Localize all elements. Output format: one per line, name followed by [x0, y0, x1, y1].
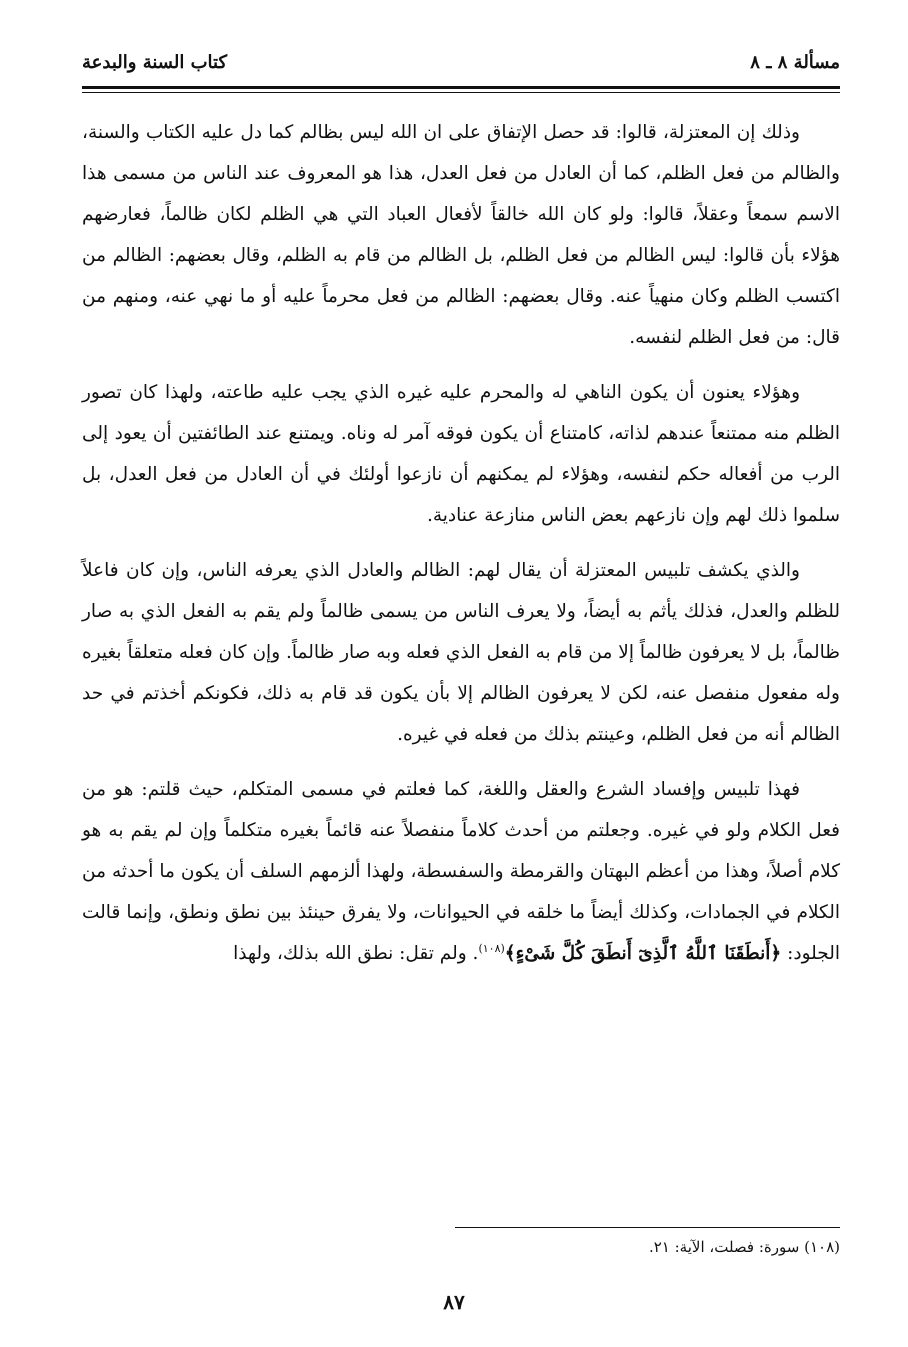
section-label: مسألة ٨ ـ ٨	[750, 52, 840, 73]
quran-verse: ﴿أَنطَقَنَا ٱللَّهُ ٱلَّذِىٓ أَنطَقَ كُلَّ شَىْءٍ﴾	[504, 943, 782, 964]
header-rule-thin	[82, 92, 840, 93]
body-text	[82, 112, 840, 988]
footnote-ref: (١٠٨)	[478, 941, 505, 955]
footnote: (١٠٨) سورة: فصلت، الآية: ٢١.	[648, 1238, 840, 1256]
page-header	[82, 50, 840, 84]
paragraph-1: وذلك إن المعتزلة، قالوا: قد حصل الإتفاق على ان الله ليس بظالم كما دل عليه الكتاب والسنة، والظالم من فعل الظلم، كما أن العادل من فعل العدل، هذا هو المعروف عند الناس من مسمى هذا الاسم سمعاً وعقلاً، قالوا: ولو كان الله خالقاً لأفعال العباد التي هي الظلم لكان ظالماً، فعارضهم هؤلاء بأن قالوا: ليس الظالم من فعل الظلم، بل الظالم من قام به الظلم، وقال بعضهم: الظالم من اكتسب الظلم وكان منهياً عنه. وقال بعضهم: الظالم من فعل محرماً عليه أو ما نهي عنه، ومنهم من قال: من فعل الظلم لنفسه.	[82, 122, 840, 348]
page-number: ٨٧	[443, 1290, 465, 1314]
book-title: كتاب السنة والبدعة	[82, 52, 228, 73]
paragraph-4-text-after: . ولم تقل: نطق الله بذلك، ولهذا	[233, 943, 479, 964]
paragraph-3: والذي يكشف تلبيس المعتزلة أن يقال لهم: الظالم والعادل الذي يعرفه الناس، وإن كان فاعلاً للظلم والعدل، فذلك يأثم به أيضاً، ولا يعرف الناس من يسمى ظالماً ولم يقم به الفعل الذي به صار ظالماً، بل لا يعرفون ظالماً إلا من قام به الفعل الذي فعله وبه صار ظالماً. وإن كان فعله متعلقاً بغيره وله مفعول منفصل عنه، لكن لا يعرفون الظالم إلا بأن يكون قد قام به ذلك، فكونكم أخذتم في حد الظالم أنه من فعل الظلم، وعينتم بذلك من فعله في غيره.	[82, 560, 840, 745]
paragraph-4	[82, 769, 840, 974]
paragraph-2: وهؤلاء يعنون أن يكون الناهي له والمحرم عليه غيره الذي يجب عليه طاعته، ولهذا كان تصور الظلم منه ممتنعاً عندهم لذاته، كامتناع أن يكون فوقه آمر له وناه. ويمتنع عند الطائفتين أن يعود إلى الرب من أفعاله حكم لنفسه، وهؤلاء لم يمكنهم أن نازعوا أولئك في أن العادل من فعل العدل، بل سلموا ذلك لهم وإن نازعهم بعض الناس منازعة عنادية.	[82, 382, 840, 526]
paragraph-4-text-before: فهذا تلبيس وإفساد الشرع والعقل واللغة، كما فعلتم في مسمى المتكلم، حيث قلتم: هو من فعل الكلام ولو في غيره. وجعلتم من أحدث كلاماً منفصلاً عنه قائماً بغيره متكلماً وإن لم يقم به هو كلام أصلاً، وهذا من أعظم البهتان والقرمطة والسفسطة، ولهذا ألزمهم السلف أن يكون ما أحدثه من الكلام في الجمادات، وكذلك أيضاً ما خلقه في الحيوانات، ولا يفرق حينئذ بين نطق ونطق، وإنما قالت الجلود:	[82, 779, 840, 964]
footnote-rule	[455, 1227, 840, 1228]
header-rule-thick	[82, 86, 840, 89]
